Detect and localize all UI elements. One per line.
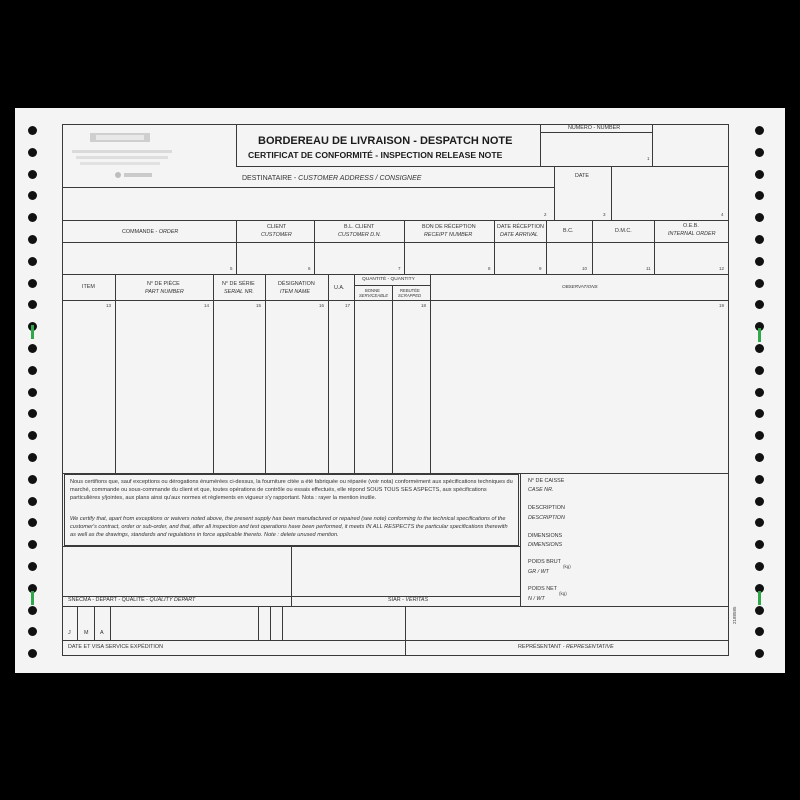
quantity-header: QUANTITÉ - QUANTITY xyxy=(362,277,415,282)
poids-brut-label-en: GR / WT xyxy=(528,569,549,575)
bc-label: B.C. xyxy=(563,228,574,234)
observations-header: OBSERVATIONS xyxy=(562,284,598,289)
box-number: 13 xyxy=(106,303,112,308)
box-number: 8 xyxy=(488,266,491,271)
feed-hole xyxy=(755,213,764,222)
feed-hole xyxy=(28,257,37,266)
feed-hole xyxy=(28,126,37,135)
poids-net-label: POIDS NET xyxy=(528,586,558,592)
kg-unit: (kg) xyxy=(559,591,567,596)
feed-hole xyxy=(755,627,764,636)
bonne-header: BONNE xyxy=(365,288,380,293)
company-logo xyxy=(66,128,226,182)
part-number-header-en: PART NUMBER xyxy=(145,289,184,295)
certification-text-fr: Nous certifions que, sauf exceptions ou dérogations énumérées ci-dessus, la fourniture citée a été fabriquée ou réparée (voir nota) conformément aux spécifications techniques du marché, commande ou sous-commande du client et que, toutes opérations de contrôle ou essais effectués, elle répond SOUS TOUS SES ASPECTS, aux spécifications particulières y/jointes, aux plans ainsi qu'aux normes et règlements en vigueur s'y rapportant. Nota : rayer la mention inutile. xyxy=(70,479,513,501)
registration-mark xyxy=(758,591,761,605)
feed-hole xyxy=(755,344,764,353)
oeb-label-en: INTERNAL ORDER xyxy=(668,231,716,237)
box-number: 1 xyxy=(647,156,650,161)
date-reception-label-en: DATE ARRIVAL xyxy=(500,232,539,238)
registration-mark xyxy=(31,325,34,339)
feed-hole xyxy=(28,366,37,375)
feed-hole xyxy=(755,562,764,571)
registration-mark xyxy=(758,328,761,342)
feed-hole xyxy=(28,627,37,636)
description-label: DESCRIPTION xyxy=(528,505,565,511)
bl-client-label: B.L. CLIENT xyxy=(344,224,375,230)
despatch-note-form xyxy=(62,124,737,656)
feed-hole xyxy=(755,453,764,462)
box-number: 9 xyxy=(539,266,542,271)
date-reception-label: DATE RÉCEPTION xyxy=(497,224,544,230)
feed-hole xyxy=(28,300,37,309)
rebutee-header-en: SCRAPPED xyxy=(398,293,422,298)
date-label: DATE xyxy=(575,173,589,179)
box-number: 19 xyxy=(719,303,725,308)
box-number: 6 xyxy=(308,266,311,271)
feed-hole xyxy=(755,518,764,527)
dmc-label: D.M.C. xyxy=(615,228,632,234)
client-label-en: CUSTOMER xyxy=(261,232,292,238)
feed-hole xyxy=(28,213,37,222)
feed-hole xyxy=(755,431,764,440)
serial-header: N° DE SÉRIE xyxy=(222,281,255,287)
feed-hole xyxy=(755,170,764,179)
box-number: 17 xyxy=(345,303,351,308)
box-number: 18 xyxy=(421,303,427,308)
description-label-en: DESCRIPTION xyxy=(528,515,565,521)
box-number: 14 xyxy=(204,303,210,308)
rebutee-header: REBUTÉE xyxy=(400,288,420,293)
feed-hole xyxy=(28,409,37,418)
feed-hole xyxy=(755,126,764,135)
commande-label: COMMANDE - ORDER xyxy=(122,229,179,235)
client-label: CLIENT xyxy=(267,224,287,230)
representant-label: REPRÉSENTANT - REPRESENTATIVE xyxy=(518,644,614,650)
feed-hole xyxy=(755,649,764,658)
siar-veritas-label: SIAR - VERITAS xyxy=(388,597,429,603)
item-header: ITEM xyxy=(82,284,95,290)
box-number: 10 xyxy=(582,266,588,271)
feed-hole xyxy=(28,606,37,615)
feed-hole xyxy=(755,606,764,615)
feed-hole xyxy=(28,518,37,527)
box-number: 2 xyxy=(544,212,547,217)
feed-hole xyxy=(28,191,37,200)
form-code: 2188585 xyxy=(732,606,737,624)
feed-hole xyxy=(755,497,764,506)
feed-hole xyxy=(755,475,764,484)
box-number: 15 xyxy=(256,303,262,308)
poids-brut-label: POIDS BRUT xyxy=(528,559,561,565)
feed-hole xyxy=(28,170,37,179)
part-number-header: N° DE PIÈCE xyxy=(147,281,180,287)
numero-label: NUMÉRO - NUMBER xyxy=(568,125,621,131)
box-number: 11 xyxy=(646,266,651,271)
dimensions-label-en: DIMENSIONS xyxy=(528,542,563,548)
certification-text-en: We certify that, apart from exceptions or waivers noted above, the present supply has been manufactured or repaired (see note) conforming to the technical specifications of the customer's contract, order or sub-order, and that, after all inspection and test operations have been performed, it meets IN ALL RESPECTS the particular specifications therewith as well as the drawings, standards and regulations in force applicable thereto. Note : delete unused mention. xyxy=(70,516,508,538)
page-title: BORDEREAU DE LIVRAISON - DESPATCH NOTE xyxy=(258,135,513,147)
feed-hole xyxy=(28,148,37,157)
bonne-header-en: SERVICEABLE xyxy=(359,293,389,298)
oeb-label: O.E.B. xyxy=(683,223,699,229)
box-number: 7 xyxy=(398,266,401,271)
feed-hole xyxy=(28,388,37,397)
year-label: A xyxy=(100,630,104,636)
bon-reception-label-en: RECEIPT NUMBER xyxy=(424,232,473,238)
feed-hole xyxy=(28,279,37,288)
designation-header: DÉSIGNATION xyxy=(278,281,315,287)
box-number: 4 xyxy=(721,212,724,217)
caisse-label-en: CASE NR. xyxy=(528,487,554,493)
feed-hole xyxy=(28,649,37,658)
feed-hole xyxy=(28,475,37,484)
poids-net-label-en: N / WT xyxy=(528,596,545,602)
date-visa-label: DATE ET VISA SERVICE EXPÉDITION xyxy=(68,644,163,650)
snecma-quality-label: SNECMA - DÉPART - QUALITÉ - QUALITY DEPART xyxy=(68,597,196,603)
feed-hole xyxy=(28,453,37,462)
feed-hole xyxy=(755,388,764,397)
box-number: 16 xyxy=(319,303,325,308)
feed-hole xyxy=(755,148,764,157)
feed-hole xyxy=(28,540,37,549)
box-number: 12 xyxy=(719,266,725,271)
month-label: M xyxy=(84,630,89,636)
bl-client-label-en: CUSTOMER D.N. xyxy=(338,232,382,238)
serial-header-en: SERIAL NR. xyxy=(224,289,254,295)
day-label: J xyxy=(68,630,71,636)
feed-hole xyxy=(755,257,764,266)
ua-header: U.A. xyxy=(334,285,345,291)
feed-hole xyxy=(28,235,37,244)
bon-reception-label: BON DE RÉCEPTION xyxy=(422,224,476,230)
feed-hole xyxy=(28,344,37,353)
destinataire-label: DESTINATAIRE - CUSTOMER ADDRESS / CONSIGNEE xyxy=(242,175,422,182)
box-number: 5 xyxy=(230,266,233,271)
caisse-label: N° DE CAISSE xyxy=(528,478,565,484)
feed-hole xyxy=(755,235,764,244)
feed-hole xyxy=(755,366,764,375)
feed-hole xyxy=(755,409,764,418)
feed-hole xyxy=(28,431,37,440)
feed-hole xyxy=(755,279,764,288)
feed-hole xyxy=(28,562,37,571)
feed-hole xyxy=(28,497,37,506)
page-subtitle: CERTIFICAT DE CONFORMITÉ - INSPECTION RELEASE NOTE xyxy=(248,150,503,160)
box-number: 3 xyxy=(603,212,606,217)
feed-hole xyxy=(755,300,764,309)
kg-unit: (kg) xyxy=(563,564,571,569)
feed-hole xyxy=(755,540,764,549)
registration-mark xyxy=(31,591,34,605)
feed-hole xyxy=(755,191,764,200)
designation-header-en: ITEM NAME xyxy=(280,289,310,295)
dimensions-label: DIMENSIONS xyxy=(528,533,563,539)
